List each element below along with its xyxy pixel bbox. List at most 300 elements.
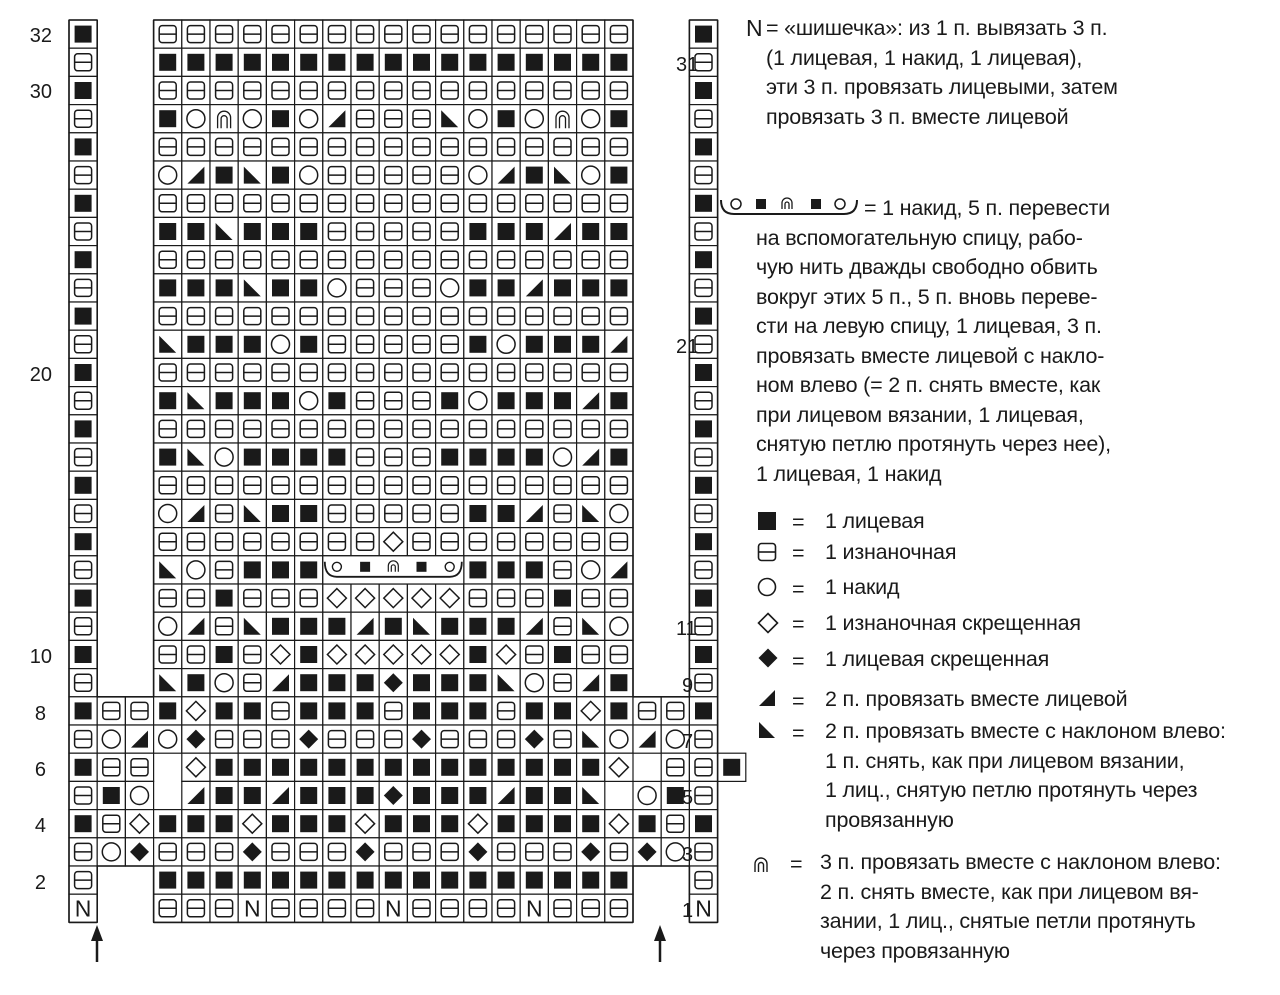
knit-cell <box>548 387 576 415</box>
purl-cell <box>154 76 182 104</box>
purl-cell <box>548 133 576 161</box>
purl-cell <box>295 584 323 612</box>
twisted-purl-icon <box>757 612 779 634</box>
row-numbers-left <box>30 25 52 894</box>
purl-cell <box>97 810 125 838</box>
purl-cell <box>351 330 379 358</box>
purl-cell <box>182 528 210 556</box>
knit-cell <box>520 330 548 358</box>
knit-cell <box>266 443 294 471</box>
purl-cell <box>266 76 294 104</box>
yarn-over-cell <box>464 105 492 133</box>
purl-cell <box>323 133 351 161</box>
purl-cell <box>520 471 548 499</box>
knit-cell <box>238 866 266 894</box>
yarn-over-cell <box>125 781 153 809</box>
purl-cell <box>605 133 633 161</box>
knit-cell <box>436 810 464 838</box>
row-number-30: 30 <box>29 81 52 103</box>
svg-text:N: N <box>243 895 261 922</box>
purl-cell <box>492 246 520 274</box>
purl-cell <box>379 330 407 358</box>
yarn-over-cell <box>520 105 548 133</box>
knit-cell <box>520 161 548 189</box>
knit-cell <box>548 753 576 781</box>
wrap-symbol-icon <box>718 194 860 220</box>
purl-cell <box>182 246 210 274</box>
purl-cell <box>407 302 435 330</box>
ssk-cell <box>577 499 605 527</box>
knit-cell <box>548 584 576 612</box>
purl-cell <box>154 358 182 386</box>
twisted-purl-cell <box>436 640 464 668</box>
purl-cell <box>238 725 266 753</box>
purl-cell <box>436 161 464 189</box>
knit-cell <box>605 669 633 697</box>
purl-cell <box>577 894 605 922</box>
twisted-purl-cell <box>238 810 266 838</box>
purl-cell <box>182 20 210 48</box>
ssk-cell <box>154 556 182 584</box>
yarn-over-cell <box>182 556 210 584</box>
purl-cell <box>238 76 266 104</box>
purl-cell <box>238 528 266 556</box>
row-number-21: 21 <box>676 336 699 358</box>
purl-cell <box>577 640 605 668</box>
bobble-cell <box>520 894 548 922</box>
knit-cell <box>548 697 576 725</box>
knit-cell <box>464 48 492 76</box>
purl-cell <box>548 669 576 697</box>
bobble-cell <box>238 894 266 922</box>
k2tog-cell <box>605 556 633 584</box>
knit-cell <box>323 669 351 697</box>
purl-cell <box>577 528 605 556</box>
purl-cell <box>154 471 182 499</box>
purl-cell <box>605 528 633 556</box>
knit-cell <box>182 48 210 76</box>
purl-cell <box>266 20 294 48</box>
purl-cell <box>323 838 351 866</box>
purl-cell <box>436 725 464 753</box>
purl-cell <box>379 471 407 499</box>
bobble-cell <box>379 894 407 922</box>
k2tog-cell <box>492 161 520 189</box>
purl-cell <box>379 76 407 104</box>
legend-purl-text: 1 изнаночная <box>825 540 957 564</box>
purl-cell <box>548 528 576 556</box>
purl-cell <box>436 76 464 104</box>
knit-cell <box>492 753 520 781</box>
knit-cell <box>295 330 323 358</box>
knit-cell <box>605 443 633 471</box>
purl-cell <box>379 217 407 245</box>
knit-cell <box>689 358 717 386</box>
purl-cell <box>295 358 323 386</box>
row-number-11: 11 <box>676 618 697 640</box>
twisted-knit-cell <box>520 725 548 753</box>
purl-cell <box>605 76 633 104</box>
purl-cell <box>351 161 379 189</box>
knit-cell <box>182 810 210 838</box>
purl-cell <box>351 725 379 753</box>
yarn-over-cell <box>210 669 238 697</box>
purl-cell <box>436 246 464 274</box>
purl-cell <box>689 838 717 866</box>
knit-cell <box>154 866 182 894</box>
purl-cell <box>69 443 97 471</box>
purl-cell <box>182 894 210 922</box>
knit-cell <box>548 640 576 668</box>
purl-cell <box>407 105 435 133</box>
knit-cell <box>295 866 323 894</box>
knit-cell <box>492 274 520 302</box>
purl-cell <box>520 133 548 161</box>
chart-grid <box>69 20 746 922</box>
knit-cell <box>492 387 520 415</box>
knit-cell <box>351 781 379 809</box>
purl-cell <box>689 274 717 302</box>
knit-cell <box>295 781 323 809</box>
row-number-6: 6 <box>34 759 46 781</box>
legend-equals: = <box>792 649 805 673</box>
knit-cell <box>238 443 266 471</box>
purl-cell <box>210 894 238 922</box>
purl-cell <box>464 471 492 499</box>
knit-cell <box>605 217 633 245</box>
purl-cell <box>379 133 407 161</box>
knit-cell <box>407 669 435 697</box>
svg-text:N: N <box>695 895 712 922</box>
legend-twisted-knit-text: 1 лицевая скрещенная <box>825 647 1050 671</box>
knit-cell <box>69 584 97 612</box>
row-number-1: 1 <box>682 900 694 922</box>
purl-cell <box>492 584 520 612</box>
knit-cell <box>436 48 464 76</box>
k2tog-cell <box>520 274 548 302</box>
row-number-3: 3 <box>682 844 694 866</box>
purl-cell <box>266 358 294 386</box>
purl-cell <box>266 246 294 274</box>
purl-cell <box>351 76 379 104</box>
purl-cell <box>351 528 379 556</box>
legend-equals: = <box>792 689 805 713</box>
k2tog-cell <box>605 330 633 358</box>
twisted-purl-cell <box>125 810 153 838</box>
knit-cell <box>238 387 266 415</box>
knit-cell <box>295 612 323 640</box>
twisted-purl-cell <box>379 584 407 612</box>
purl-cell <box>323 725 351 753</box>
purl-cell <box>436 302 464 330</box>
purl-cell <box>492 471 520 499</box>
purl-cell <box>548 838 576 866</box>
purl-cell <box>351 274 379 302</box>
purl-cell <box>605 471 633 499</box>
purl-cell <box>520 20 548 48</box>
purl-cell <box>407 528 435 556</box>
ssk-cell <box>548 161 576 189</box>
cdd-cell <box>548 105 576 133</box>
knit-cell <box>295 697 323 725</box>
knit-cell <box>323 612 351 640</box>
knit-cell <box>689 697 717 725</box>
twisted-knit-cell <box>407 725 435 753</box>
knit-cell <box>689 640 717 668</box>
purl-cell <box>210 528 238 556</box>
yarn-over-cell <box>154 612 182 640</box>
knit-cell <box>210 274 238 302</box>
knit-cell <box>689 528 717 556</box>
purl-cell <box>379 189 407 217</box>
knit-cell <box>323 866 351 894</box>
purl-cell <box>407 161 435 189</box>
purl-cell <box>351 105 379 133</box>
yarn-over-cell <box>548 443 576 471</box>
legend-equals: = <box>792 721 805 745</box>
knit-cell <box>69 133 97 161</box>
twisted-purl-cell <box>323 584 351 612</box>
purl-cell <box>238 20 266 48</box>
purl-cell <box>266 471 294 499</box>
knit-cell <box>69 697 97 725</box>
purl-cell <box>295 471 323 499</box>
knit-cell <box>407 753 435 781</box>
knit-cell <box>436 697 464 725</box>
purl-cell <box>492 133 520 161</box>
twisted-purl-cell <box>351 810 379 838</box>
k2tog-icon <box>757 688 777 708</box>
purl-cell <box>154 584 182 612</box>
purl-cell <box>97 753 125 781</box>
knit-cell <box>520 866 548 894</box>
purl-cell <box>379 246 407 274</box>
purl-cell <box>689 387 717 415</box>
k2tog-cell <box>633 725 661 753</box>
knit-cell <box>464 866 492 894</box>
purl-cell <box>407 894 435 922</box>
knit-cell <box>492 443 520 471</box>
purl-cell <box>69 866 97 894</box>
k2tog-cell <box>577 443 605 471</box>
knit-cell <box>323 387 351 415</box>
purl-cell <box>182 133 210 161</box>
knit-cell <box>492 810 520 838</box>
purl-cell <box>605 640 633 668</box>
knit-cell <box>577 48 605 76</box>
yarn-over-cell <box>605 499 633 527</box>
purl-cell <box>605 189 633 217</box>
purl-cell <box>407 471 435 499</box>
purl-cell <box>210 133 238 161</box>
purl-cell <box>548 20 576 48</box>
purl-cell <box>407 415 435 443</box>
knit-cell <box>577 217 605 245</box>
knit-cell <box>436 781 464 809</box>
knit-cell <box>548 48 576 76</box>
purl-cell <box>548 358 576 386</box>
purl-cell <box>182 302 210 330</box>
purl-cell <box>295 528 323 556</box>
purl-cell <box>407 330 435 358</box>
purl-cell <box>436 528 464 556</box>
purl-cell <box>295 302 323 330</box>
purl-cell <box>492 725 520 753</box>
ssk-cell <box>436 105 464 133</box>
knit-cell <box>548 274 576 302</box>
knit-cell <box>323 781 351 809</box>
purl-cell <box>464 584 492 612</box>
k2tog-cell <box>577 387 605 415</box>
purl-cell <box>379 274 407 302</box>
knit-cell <box>548 330 576 358</box>
knit-cell <box>520 697 548 725</box>
purl-cell <box>69 105 97 133</box>
knit-cell <box>182 866 210 894</box>
knit-cell <box>323 697 351 725</box>
row-number-20: 20 <box>29 364 52 386</box>
purl-cell <box>379 838 407 866</box>
purl-cell <box>69 612 97 640</box>
purl-cell <box>577 584 605 612</box>
knit-cell <box>69 302 97 330</box>
knit-cell <box>605 387 633 415</box>
twisted-purl-cell <box>323 640 351 668</box>
knit-cell <box>689 20 717 48</box>
purl-cell <box>69 669 97 697</box>
yarn-over-cell <box>464 387 492 415</box>
purl-cell <box>379 161 407 189</box>
purl-icon <box>757 542 777 562</box>
knit-cell <box>520 556 548 584</box>
knit-cell <box>210 810 238 838</box>
purl-cell <box>464 528 492 556</box>
knit-cell <box>605 866 633 894</box>
legend-ssk-text: 2 п. провязать вместе с наклоном влево: 1 п. снять, как при лицевом вязании, 1 лиц., снятую петлю протянуть через провязанную <box>825 719 1226 832</box>
purl-cell <box>238 302 266 330</box>
ssk-cell <box>238 612 266 640</box>
yarn-over-cell <box>436 274 464 302</box>
purl-cell <box>605 302 633 330</box>
knit-cell <box>210 584 238 612</box>
yarn-over-cell <box>520 669 548 697</box>
knit-cell <box>351 866 379 894</box>
purl-cell <box>548 894 576 922</box>
purl-cell <box>577 76 605 104</box>
knit-cell <box>351 753 379 781</box>
purl-cell <box>605 415 633 443</box>
purl-cell <box>266 415 294 443</box>
knit-cell <box>210 781 238 809</box>
purl-cell <box>577 246 605 274</box>
knit-cell <box>266 499 294 527</box>
purl-cell <box>464 246 492 274</box>
knit-cell <box>266 48 294 76</box>
knit-cell <box>266 810 294 838</box>
purl-cell <box>661 753 689 781</box>
purl-cell <box>238 246 266 274</box>
yarn-over-cell <box>295 387 323 415</box>
knit-cell <box>718 753 746 781</box>
purl-cell <box>154 20 182 48</box>
yarn-over-icon <box>757 577 777 597</box>
yarn-over-cell <box>577 556 605 584</box>
purl-cell <box>548 302 576 330</box>
knit-cell <box>492 866 520 894</box>
knit-cell <box>69 640 97 668</box>
purl-cell <box>323 358 351 386</box>
start-arrow-left <box>91 925 103 962</box>
purl-cell <box>69 274 97 302</box>
purl-cell <box>407 189 435 217</box>
knit-cell <box>689 471 717 499</box>
knit-cell <box>520 217 548 245</box>
purl-cell <box>323 499 351 527</box>
purl-cell <box>182 838 210 866</box>
purl-cell <box>69 781 97 809</box>
purl-cell <box>295 133 323 161</box>
purl-cell <box>210 246 238 274</box>
purl-cell <box>154 640 182 668</box>
legend-wrap-text: = 1 накид, 5 п. перевести на вспомогательную спицу, рабо- чую нить дважды свободно обвить вокруг этих 5 п., 5 п. вновь переве- сти на левую спицу, 1 лицевая, 3 п. провязать вместе лицевой с накло- ном влево (= 2 п. снять вместе, как при лицевом вязании, 1 лицевая, снятую петлю протянуть через нее), 1 лицевая, 1 накид <box>756 196 1111 486</box>
purl-cell <box>379 443 407 471</box>
purl-cell <box>464 76 492 104</box>
knit-cell <box>436 753 464 781</box>
purl-cell <box>407 499 435 527</box>
purl-cell <box>407 387 435 415</box>
knit-cell <box>605 48 633 76</box>
purl-cell <box>210 189 238 217</box>
purl-cell <box>154 894 182 922</box>
purl-cell <box>689 866 717 894</box>
purl-cell <box>125 753 153 781</box>
twisted-purl-cell <box>492 640 520 668</box>
purl-cell <box>154 189 182 217</box>
purl-cell <box>210 471 238 499</box>
purl-cell <box>379 725 407 753</box>
knit-cell <box>210 866 238 894</box>
purl-cell <box>436 133 464 161</box>
knit-cell <box>323 810 351 838</box>
knit-cell <box>520 810 548 838</box>
knit-cell <box>605 161 633 189</box>
knit-cell <box>492 556 520 584</box>
twisted-purl-cell <box>182 697 210 725</box>
legend-equals: = <box>790 852 803 876</box>
purl-cell <box>577 20 605 48</box>
purl-cell <box>97 697 125 725</box>
purl-cell <box>520 189 548 217</box>
purl-cell <box>520 302 548 330</box>
yarn-over-cell <box>97 838 125 866</box>
yarn-over-cell <box>154 499 182 527</box>
knit-cell <box>69 76 97 104</box>
legend-twisted-purl-text: 1 изнаночная скрещенная <box>825 611 1081 635</box>
purl-cell <box>492 302 520 330</box>
row-number-7: 7 <box>682 731 694 753</box>
knit-cell <box>351 669 379 697</box>
knit-cell <box>379 753 407 781</box>
purl-cell <box>210 358 238 386</box>
twisted-purl-cell <box>464 810 492 838</box>
knit-cell <box>238 556 266 584</box>
knit-cell <box>295 810 323 838</box>
knit-cell <box>295 556 323 584</box>
purl-cell <box>407 443 435 471</box>
bobble-cell <box>689 894 717 922</box>
knit-cell <box>238 697 266 725</box>
knit-cell <box>577 330 605 358</box>
